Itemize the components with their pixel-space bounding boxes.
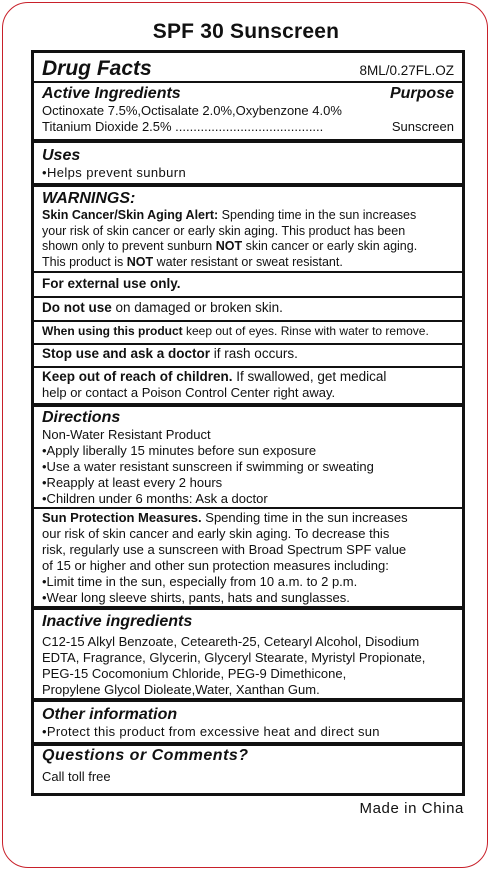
active-line-2: Titanium Dioxide 2.5% ......................................... bbox=[42, 119, 324, 134]
inactive-ingredients-section bbox=[42, 613, 454, 698]
inactive-line: PEG-15 Cocomonium Chloride, PEG-9 Dimethicone, bbox=[42, 666, 347, 681]
net-content: 8ML/0.27FL.OZ bbox=[359, 63, 454, 78]
inactive-line: Propylene Glycol Dioleate,Water, Xanthan Gum. bbox=[42, 682, 320, 697]
divider bbox=[34, 343, 462, 345]
sun-protection-text: risk, regularly use a sunscreen with Broad Spectrum SPF value bbox=[42, 542, 407, 557]
questions-section bbox=[42, 747, 454, 785]
sun-protection-text: Spending time in the sun increases bbox=[201, 510, 408, 525]
made-in-label: Made in China bbox=[359, 800, 464, 817]
sun-protection-text: of 15 or higher and other sun protection measures including: bbox=[42, 558, 389, 573]
do-not-use-label: Do not use bbox=[42, 300, 112, 315]
purpose-heading: Purpose bbox=[389, 85, 454, 102]
sun-protection-section bbox=[42, 510, 454, 606]
directions-section bbox=[42, 409, 454, 507]
do-not-use-warning bbox=[42, 300, 454, 315]
skin-alert-text: skin cancer or early skin aging. bbox=[242, 239, 418, 253]
not-emphasis: NOT bbox=[126, 254, 154, 269]
divider bbox=[34, 366, 462, 368]
skin-alert-text: Spending time in the sun increases bbox=[218, 208, 417, 222]
keep-out-text: help or contact a Poison Control Center right away. bbox=[42, 385, 336, 400]
active-line-1: Octinoxate 7.5%,Octisalate 2.0%,Oxybenzone 4.0% bbox=[42, 103, 342, 118]
divider bbox=[34, 81, 462, 83]
stop-use-text: if rash occurs. bbox=[210, 346, 298, 361]
directions-line: •Use a water resistant sunscreen if swimming or sweating bbox=[42, 459, 374, 474]
inactive-line: EDTA, Fragrance, Glycerin, Glyceryl Stearate, Myristyl Propionate, bbox=[42, 650, 426, 665]
divider bbox=[34, 139, 462, 143]
other-info-line: •Protect this product from excessive heat and direct sun bbox=[42, 724, 380, 739]
keep-out-text: If swallowed, get medical bbox=[232, 369, 387, 384]
skin-alert-text: your risk of skin cancer or early skin aging. This product has been bbox=[42, 223, 406, 238]
sun-protection-text: •Limit time in the sun, especially from 10 a.m. to 2 p.m. bbox=[42, 574, 358, 589]
directions-line: •Children under 6 months: Ask a doctor bbox=[42, 491, 268, 506]
sun-protection-text: •Wear long sleeve shirts, pants, hats and sunglasses. bbox=[42, 590, 350, 605]
divider bbox=[34, 698, 462, 702]
external-use-text: For external use only. bbox=[42, 276, 181, 291]
call-toll-free: Call toll free bbox=[42, 769, 111, 784]
sun-protection-label: Sun Protection Measures. bbox=[42, 510, 202, 525]
questions-heading: Questions or Comments? bbox=[42, 747, 249, 764]
divider bbox=[34, 320, 462, 322]
do-not-use-text: on damaged or broken skin. bbox=[111, 300, 283, 315]
drug-facts-heading: Drug Facts bbox=[42, 57, 152, 80]
when-using-warning bbox=[42, 324, 454, 338]
when-using-label: When using this product bbox=[42, 324, 183, 338]
divider bbox=[34, 742, 462, 746]
divider bbox=[34, 296, 462, 298]
external-use-warning bbox=[42, 276, 454, 291]
stop-use-warning bbox=[42, 346, 454, 361]
active-ingredients-heading: Active Ingredients bbox=[42, 85, 181, 102]
skin-alert-text: water resistant or sweat resistant. bbox=[153, 254, 343, 269]
uses-line: •Helps prevent sunburn bbox=[42, 165, 187, 180]
divider bbox=[34, 183, 462, 187]
other-information-section bbox=[42, 706, 454, 740]
sun-protection-text: our risk of skin cancer and early skin aging. To decrease this bbox=[42, 526, 390, 541]
active-ingredients-section bbox=[42, 85, 454, 135]
skin-alert-label: Skin Cancer/Skin Aging Alert: bbox=[42, 208, 219, 222]
directions-line: •Apply liberally 15 minutes before sun exposure bbox=[42, 443, 317, 458]
uses-heading: Uses bbox=[42, 147, 81, 164]
directions-heading: Directions bbox=[42, 409, 121, 426]
when-using-text: keep out of eyes. Rinse with water to remove. bbox=[182, 324, 429, 338]
directions-line: Non-Water Resistant Product bbox=[42, 427, 211, 442]
stop-use-label: Stop use and ask a doctor bbox=[42, 346, 211, 361]
keep-out-warning bbox=[42, 369, 454, 401]
warnings-section bbox=[42, 190, 454, 270]
inactive-heading: Inactive ingredients bbox=[42, 613, 193, 630]
divider bbox=[34, 606, 462, 610]
purpose-value: Sunscreen bbox=[391, 119, 454, 134]
product-title: SPF 30 Sunscreen bbox=[152, 20, 340, 43]
directions-line: •Reapply at least every 2 hours bbox=[42, 475, 223, 490]
uses-section bbox=[42, 147, 454, 181]
not-emphasis: NOT bbox=[215, 239, 243, 253]
drug-facts-header bbox=[42, 57, 454, 81]
divider bbox=[34, 507, 462, 509]
divider bbox=[34, 403, 462, 407]
divider bbox=[34, 271, 462, 273]
skin-alert-text: shown only to prevent sunburn bbox=[42, 239, 216, 253]
keep-out-label: Keep out of reach of children. bbox=[42, 369, 233, 384]
warnings-heading: WARNINGS: bbox=[42, 190, 136, 207]
skin-alert-text: This product is bbox=[42, 254, 127, 269]
other-info-heading: Other information bbox=[42, 706, 178, 723]
inactive-line: C12-15 Alkyl Benzoate, Ceteareth-25, Cetearyl Alcohol, Disodium bbox=[42, 634, 420, 649]
drug-facts-panel bbox=[31, 50, 465, 796]
